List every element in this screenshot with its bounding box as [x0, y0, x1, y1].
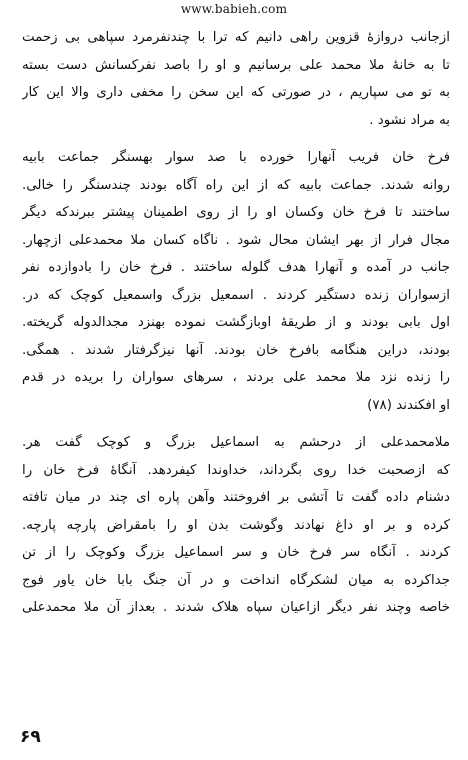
- paragraph-2: [22, 144, 450, 419]
- text-line: را زنده نزد ملا محمد علی بردند ، سرهای سواران را بریده در قدم: [22, 370, 450, 385]
- text-line: خاصه وچند نفر دیگر ازاعیان سپاه هلاک شدند . بعداز آن ملا محمدعلی: [22, 600, 450, 615]
- text-line: جانب در آمده و آنهارا هدف گلوله ساختند . فرخ خان را بادوازده نفر: [22, 260, 450, 275]
- text-line: که ازصحبت خدا روی بگرداند، خداوندا کیفردهد. آنگاهٔ فرخ خان را: [22, 462, 450, 478]
- text-line: جداکرده به میان لشکرگاه انداخت و در آن جنگ بابا خان یاور فوج: [22, 572, 450, 588]
- text-line: تا به خانهٔ ملا محمد علی برسانیم و او را باصد نفرکسانش دست بسته: [22, 57, 450, 73]
- text-line: او افکندند (۷۸): [367, 397, 450, 413]
- text-line: دشنام داده گفت تا آتشی بر افروختند وآهن پاره ای چند در میان تافته: [22, 490, 450, 505]
- text-line: فرخ خان فریب آنهارا خورده با صد سوار بهسنگر جماعت بابیه: [22, 150, 450, 165]
- text-line: اول بابی بودند و از طریقهٔ اوبازگشت نموده بهنزد مجدالدوله گریخته.: [22, 315, 450, 330]
- text-line: ملامحمدعلی از درحشم به اسماعیل بزرگ و کوچک گفت هر.: [22, 435, 450, 450]
- text-line: کرده و بر او داغ نهادند وگوشت بدن او را بامقراض پارچه پارچه.: [22, 517, 450, 533]
- text-line: به مراد نشود .: [369, 112, 450, 128]
- text-line: مجال فرار از بهر ایشان محال شود . ناگاه کسان ملا محمدعلی ازچهار.: [22, 232, 450, 248]
- text-line: بودند، دراین هنگامه بافرخ خان بودند. آنها نیزگرفتار شدند . همگی.: [22, 342, 450, 358]
- text-line: به تو می سپاریم ، در صورتی که این سخن را مخفی داری والا این کار: [22, 85, 450, 100]
- paragraph-3: [22, 429, 450, 622]
- text-line: ازجانب دروازهٔ قزوین راهی دانیم که ترا با چندنفرمرد سپاهی بی زحمت: [22, 30, 450, 45]
- site-url-header: www.babieh.com: [180, 2, 288, 16]
- body-text: [22, 24, 450, 622]
- text-line: روانه شدند. جماعت بابیه که از این راه آگاه بودند چندسنگر را خالی.: [22, 177, 450, 193]
- paragraph-1: [22, 24, 450, 134]
- text-line: ازسواران زنده دستگیر کردند . اسمعیل بزرگ واسمعیل کوچک که در.: [22, 287, 450, 303]
- page-number: ۶۹: [20, 727, 41, 747]
- text-line: کردند . آنگاه سر فرخ خان و سر اسماعیل بزرگ وکوچک را از تن: [22, 545, 450, 560]
- text-line: ساختند تا فرخ خان وکسان او را از روی اطمینان پیشتر ببرندکه دیگر: [22, 205, 450, 220]
